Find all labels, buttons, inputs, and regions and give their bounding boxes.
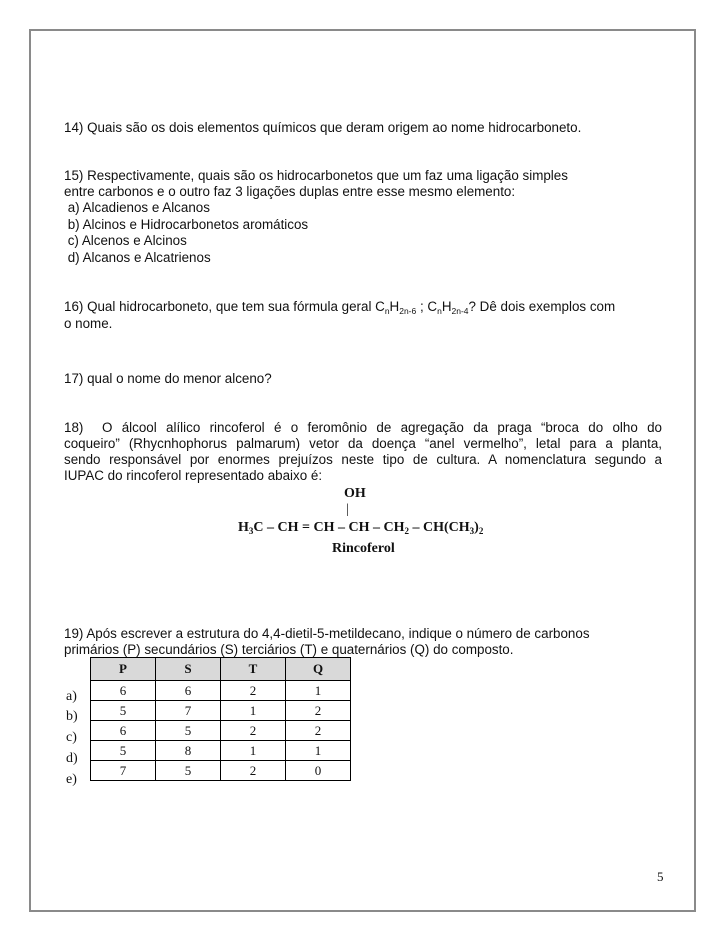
table-cell: 1 [286,741,351,761]
question-19-line-1: 19) Após escrever a estrutura do 4,4-dietil-5-metildecano, indique o número de carbonos [64,626,590,641]
table-cell: 1 [221,701,286,721]
question-15-line-1: 15) Respectivamente, quais são os hidrocarbonetos que um faz uma ligação simples [64,168,568,183]
question-16-line-2: o nome. [64,316,113,331]
table-cell: 2 [286,721,351,741]
table-cell: 5 [156,761,221,781]
table-row [91,741,351,761]
table-cell: 1 [286,681,351,701]
table-cell: 5 [156,721,221,741]
table-cell: 2 [286,701,351,721]
answer-label-d: d) [66,751,78,766]
table-cell: 0 [286,761,351,781]
table-row [91,701,351,721]
table-header-row [91,658,351,681]
table-cell: 7 [91,761,156,781]
question-18-line-4: IUPAC do rincoferol representado abaixo é: [64,468,323,483]
table-cell: 8 [156,741,221,761]
table-cell: 6 [91,681,156,701]
oh-bond: | [346,502,349,517]
answer-label-a: a) [66,689,77,704]
option-c: c) Alcenos e Alcinos [64,233,187,248]
option-d: d) Alcanos e Alcatrienos [64,250,211,265]
question-16-line-1: 16) Qual hidrocarboneto, que tem sua fórmula geral $C_nH_{2n-6}$ ; $C_nH_{2n-4}$? Dê dois exemplos com [64,299,616,316]
table-cell: 2 [221,761,286,781]
option-a: a) Alcadienos e Alcanos [64,200,210,215]
page-number: 5 [657,869,664,884]
structure-caption: Rincoferol [332,541,395,556]
table-cell: 1 [221,741,286,761]
table-cell: 2 [221,681,286,701]
table-row [91,681,351,701]
header-t: T [221,658,286,681]
question-18-line-1: 18) O álcool alílico rincoferol é o feromônio de agregação da praga “broca do olho do [64,420,662,435]
option-b: b) Alcinos e Hidrocarbonetos aromáticos [64,217,309,232]
table-cell: 6 [91,721,156,741]
table-cell: 7 [156,701,221,721]
structural-formula: $H_3C$ – CH = CH – CH – $CH_2 - CH(CH_3)_2$ [238,520,484,536]
question-14: 14) Quais são os dois elementos químicos que deram origem ao nome hidrocarboneto. [64,120,582,135]
hydroxyl-group: OH [344,486,366,501]
question-17: 17) qual o nome do menor alceno? [64,371,272,386]
table-cell: 2 [221,721,286,741]
answer-label-c: c) [66,730,77,745]
question-19-line-2: primários (P) secundários (S) terciários (T) e quaternários (Q) do composto. [64,642,514,657]
header-q: Q [286,658,351,681]
answer-label-e: e) [66,772,77,787]
question-18-line-3: sendo responsável por enormes prejuízos neste tipo de cultura. A nomenclatura segundo a [64,452,662,467]
header-s: S [156,658,221,681]
carbon-count-table [90,657,351,781]
table-cell: 6 [156,681,221,701]
table-row [91,761,351,781]
answer-label-b: b) [66,709,78,724]
table-row [91,721,351,741]
table-cell: 5 [91,741,156,761]
header-p: P [91,658,156,681]
question-15-line-2: entre carbonos e o outro faz 3 ligações duplas entre esse mesmo elemento: [64,184,516,199]
question-18-line-2: coqueiro” (Rhycnhophorus palmarum) vetor da doença “anel vermelho”, letal para a planta, [64,436,662,451]
table-cell: 5 [91,701,156,721]
